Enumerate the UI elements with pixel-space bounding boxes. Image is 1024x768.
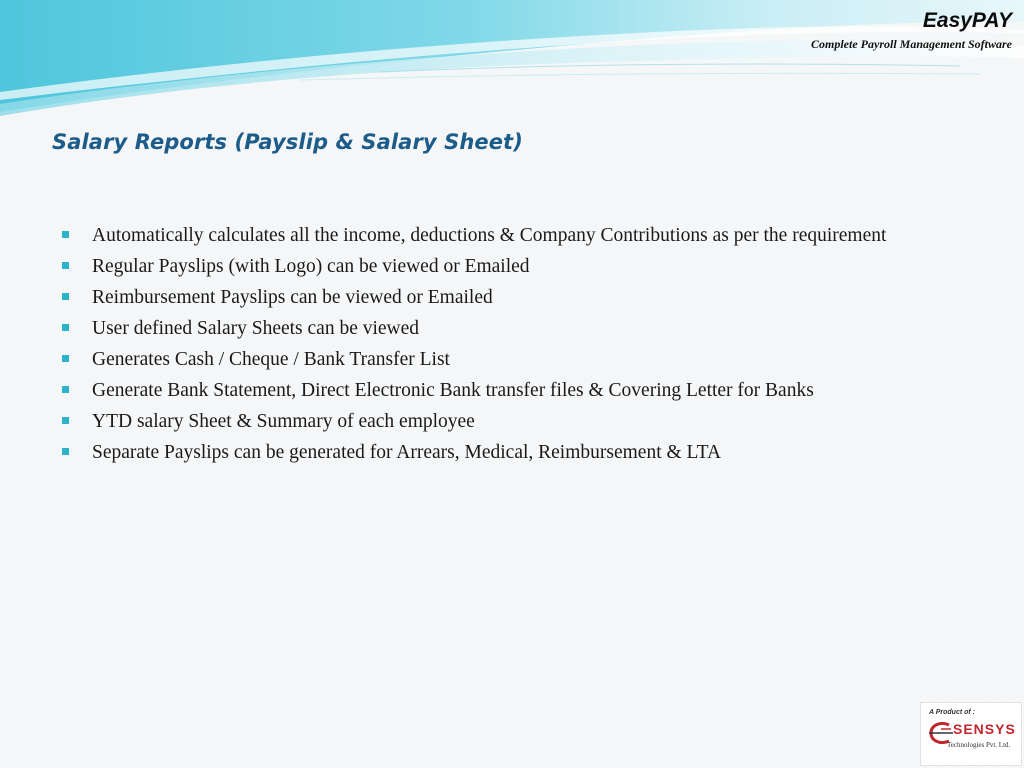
square-bullet-icon — [62, 324, 69, 331]
brand-tagline: Complete Payroll Management Software — [811, 37, 1012, 51]
bullet-item — [60, 440, 940, 465]
slide-title: Salary Reports (Payslip & Salary Sheet) — [52, 130, 523, 154]
logo-subtitle: Technologies Pvt. Ltd. — [947, 741, 1011, 749]
bullet-text: Reimbursement Payslips can be viewed or Emailed — [92, 287, 493, 308]
square-bullet-icon — [62, 355, 69, 362]
bullet-item — [60, 285, 940, 310]
bullet-item — [60, 378, 940, 403]
bullet-item — [60, 223, 940, 248]
bullet-list — [60, 223, 940, 471]
square-bullet-icon — [62, 231, 69, 238]
brand-name: EasyPAY — [922, 9, 1012, 32]
logo-company-name: SENSYS — [953, 721, 1016, 737]
bullet-text: Generate Bank Statement, Direct Electronic Bank transfer files & Covering Letter for Banks — [92, 380, 814, 401]
bullet-item — [60, 409, 940, 434]
bullet-text: YTD salary Sheet & Summary of each employee — [92, 411, 475, 432]
square-bullet-icon — [62, 293, 69, 300]
bullet-text: Generates Cash / Cheque / Bank Transfer List — [92, 349, 450, 370]
bullet-item — [60, 347, 940, 372]
square-bullet-icon — [62, 386, 69, 393]
bullet-text: Automatically calculates all the income, deductions & Company Contributions as per the requirement — [92, 225, 887, 246]
square-bullet-icon — [62, 448, 69, 455]
brand-header — [811, 8, 1012, 52]
bullet-text: User defined Salary Sheets can be viewed — [92, 318, 420, 339]
square-bullet-icon — [62, 417, 69, 424]
bullet-text: Separate Payslips can be generated for Arrears, Medical, Reimbursement & LTA — [92, 442, 722, 463]
bullet-text: Regular Payslips (with Logo) can be viewed or Emailed — [92, 256, 530, 277]
logo-caption: A Product of : — [929, 709, 976, 716]
sensys-logo — [920, 702, 1022, 766]
bullet-item — [60, 316, 940, 341]
bullet-item — [60, 254, 940, 279]
square-bullet-icon — [62, 262, 69, 269]
